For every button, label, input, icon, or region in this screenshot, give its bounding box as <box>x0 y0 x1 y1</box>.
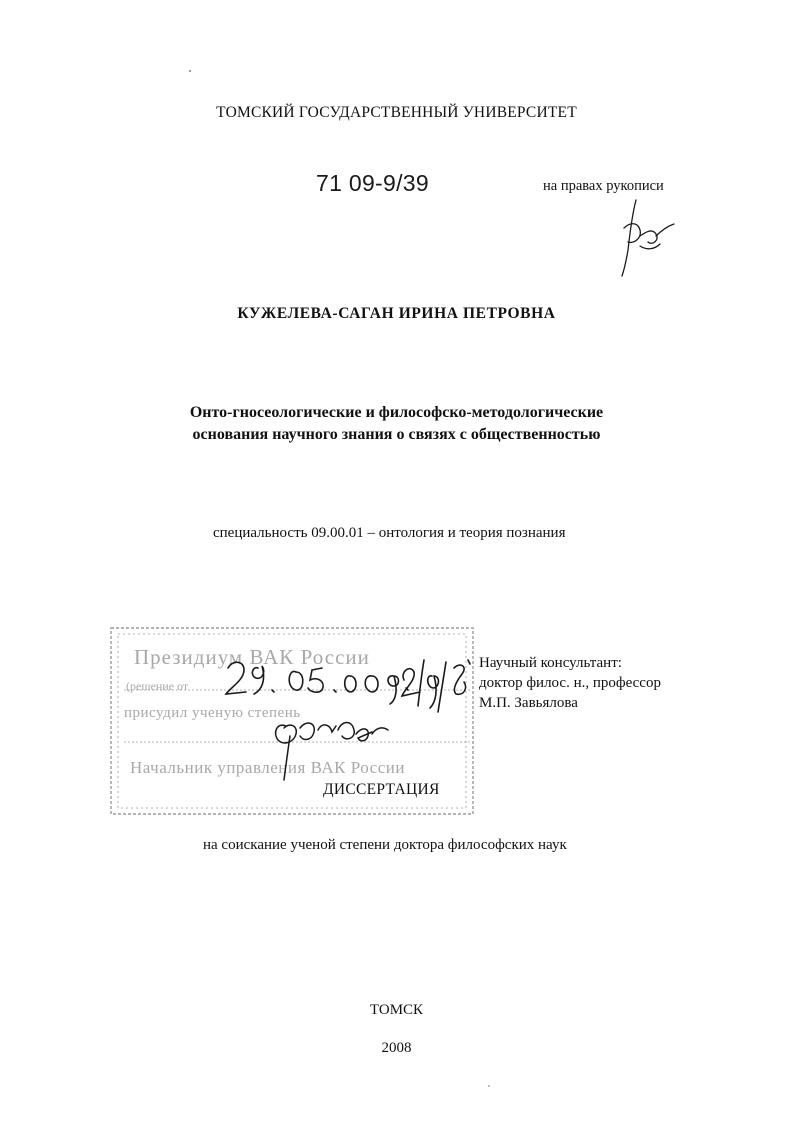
consultant-label: Научный консультант: <box>479 655 622 671</box>
stamp-text-line: (решение от <box>126 679 189 693</box>
author-name: КУЖЕЛЕВА-САГАН ИРИНА ПЕТРОВНА <box>237 305 556 322</box>
year: 2008 <box>381 1040 412 1056</box>
document-type: ДИССЕРТАЦИЯ <box>323 781 440 798</box>
consultant-degree: доктор филос. н., профессор <box>479 675 661 691</box>
university-name: ТОМСКИЙ ГОСУДАРСТВЕННЫЙ УНИВЕРСИТЕТ <box>216 104 577 121</box>
title-line-1: Онто-гносеологические и философско-методологические <box>189 404 604 421</box>
degree-sought: на соискание ученой степени доктора философских наук <box>203 837 567 853</box>
catalog-code: 71 09-9/39 <box>316 170 429 196</box>
handwritten-date <box>226 662 408 704</box>
stamp-text-line: Начальник управления ВАК России <box>130 758 405 777</box>
specialty: специальность 09.00.01 – онтология и теория познания <box>213 525 566 541</box>
scan-speck <box>189 70 191 72</box>
consultant-name: М.П. Завьялова <box>479 695 578 711</box>
stamp-text-line: присудил ученую степень <box>124 705 301 721</box>
scan-speck <box>488 1085 490 1087</box>
rights-note: на правах рукописи <box>543 178 664 194</box>
stamp-text-line: Президиум ВАК России <box>134 645 370 669</box>
title-line-2: основания научного знания о связях с общественностью <box>192 426 601 443</box>
signature-top <box>622 200 674 276</box>
city: ТОМСК <box>369 1002 424 1018</box>
stamp-printed-text <box>124 645 405 777</box>
handwritten-reference <box>402 660 470 712</box>
